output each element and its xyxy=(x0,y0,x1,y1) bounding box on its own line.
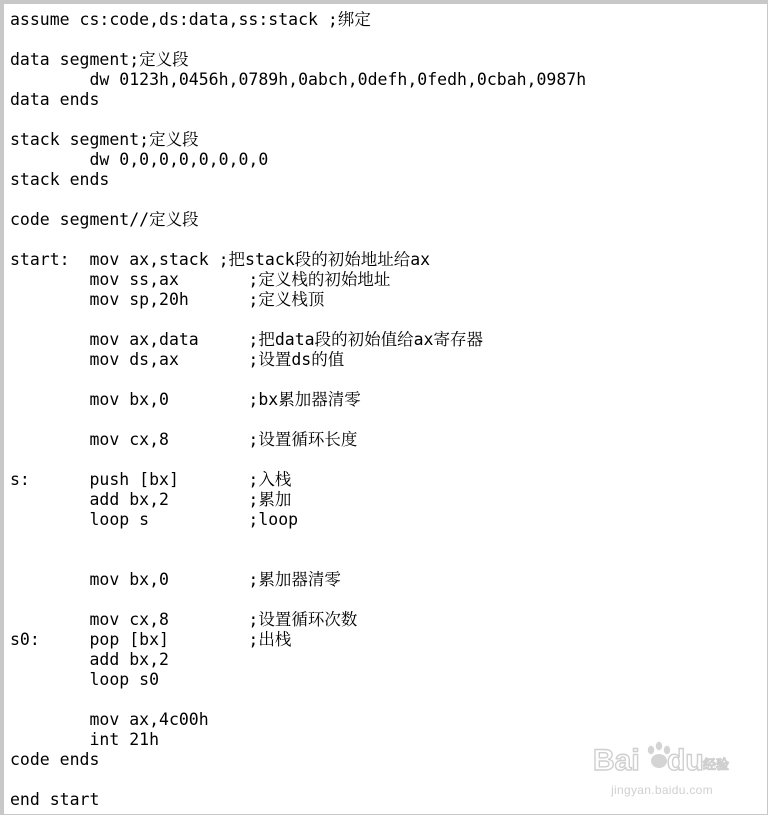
code-line xyxy=(10,530,759,550)
code-line xyxy=(10,590,759,610)
code-line: stack ends xyxy=(10,170,110,189)
code-line: mov cx,8 ;设置循环长度 xyxy=(10,430,358,449)
baidu-jingyan-watermark xyxy=(591,736,733,798)
code-line xyxy=(10,110,759,130)
code-line xyxy=(10,450,759,470)
code-line: mov bx,0 ;bx累加器清零 xyxy=(10,390,361,409)
code-line: stack segment;定义段 xyxy=(10,130,199,149)
watermark-url: jingyan.baidu.com xyxy=(611,783,713,797)
code-line: mov cx,8 ;设置循环次数 xyxy=(10,610,358,629)
code-line: s0: pop [bx] ;出栈 xyxy=(10,630,292,649)
code-line xyxy=(10,690,759,710)
code-line: mov ax,4c00h xyxy=(10,710,209,729)
code-line: loop s ;loop xyxy=(10,510,299,529)
code-line: dw 0,0,0,0,0,0,0,0 xyxy=(10,150,269,169)
code-line xyxy=(10,310,759,330)
code-line xyxy=(10,230,759,250)
code-line: s: push [bx] ;入栈 xyxy=(10,470,292,489)
code-line xyxy=(10,370,759,390)
code-line: start: mov ax,stack ;把stack段的初始地址给ax xyxy=(10,250,431,269)
code-line: add bx,2 ;累加 xyxy=(10,490,292,509)
code-line xyxy=(10,190,759,210)
code-line: code ends xyxy=(10,750,100,769)
code-line: data segment;定义段 xyxy=(10,50,189,69)
code-line: loop s0 xyxy=(10,670,160,689)
code-line: mov sp,20h ;定义栈顶 xyxy=(10,290,325,309)
svg-text:du: du xyxy=(667,744,704,777)
code-line: code segment//定义段 xyxy=(10,210,199,229)
code-line: mov ss,ax ;定义栈的初始地址 xyxy=(10,270,391,289)
code-line: int 21h xyxy=(10,730,160,749)
svg-text:Bai: Bai xyxy=(593,744,640,777)
code-line: end start xyxy=(10,790,100,809)
code-text-area[interactable] xyxy=(10,10,759,814)
code-line: mov bx,0 ;累加器清零 xyxy=(10,570,341,589)
code-line: mov ax,data ;把data段的初始值给ax寄存器 xyxy=(10,330,483,349)
code-line: add bx,2 xyxy=(10,650,169,669)
code-line: dw 0123h,0456h,0789h,0abch,0defh,0fedh,0cbah,0987h xyxy=(10,70,587,89)
code-line xyxy=(10,410,759,430)
code-line: data ends xyxy=(10,90,100,109)
svg-text:经验: 经验 xyxy=(703,758,730,773)
code-line: assume cs:code,ds:data,ss:stack ;绑定 xyxy=(10,10,371,29)
baidu-jingyan-logo xyxy=(591,736,733,782)
code-line xyxy=(10,30,759,50)
code-line xyxy=(10,550,759,570)
code-line: mov ds,ax ;设置ds的值 xyxy=(10,350,345,369)
